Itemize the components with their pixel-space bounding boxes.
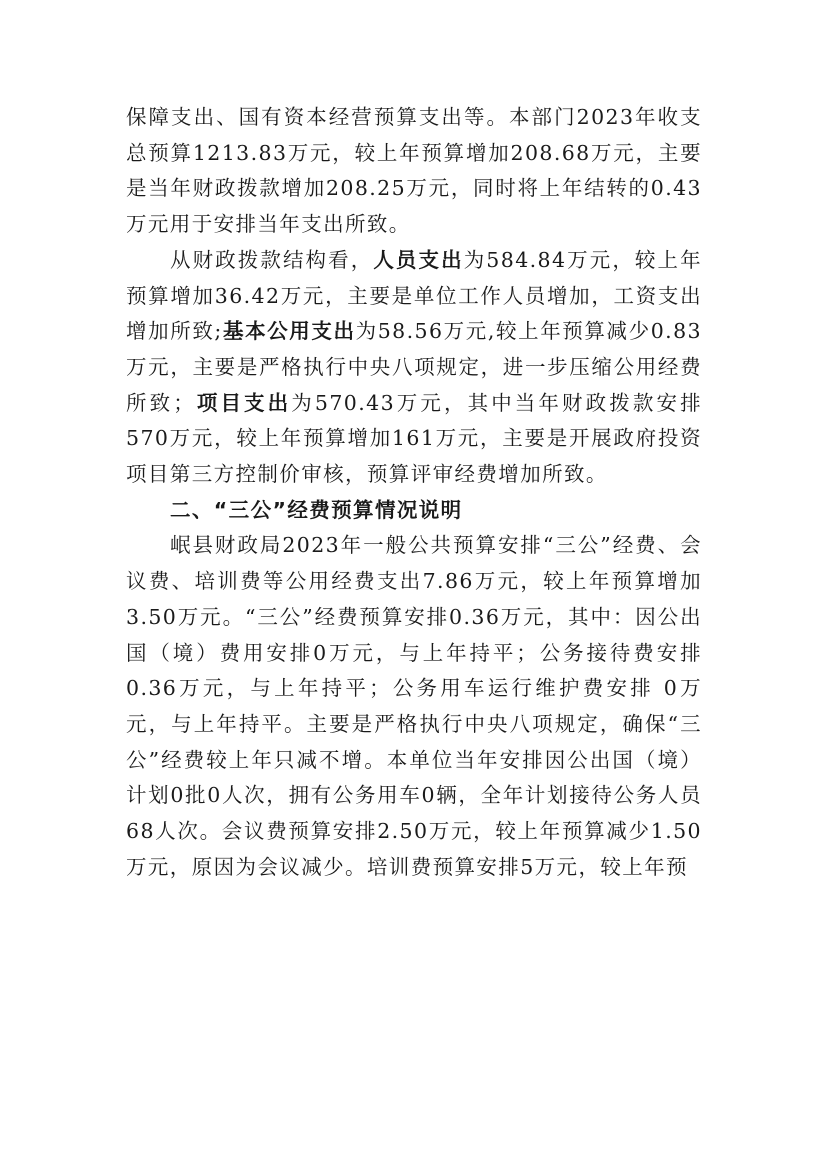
- paragraph-text: 为584.84万元，较上年预算增加36.42万元，主要是单位工作人员增加，工资支出增加所致;: [126, 247, 702, 344]
- paragraph-three-public-expenses: 岷县财政局2023年一般公共预算安排“三公”经费、会议费、培训费等公用经费支出7.86万元，较上年预算增加3.50万元。“三公”经费预算安排0.36万元，其中：因公出国（境）费用安排0万元，与上年持平；公务接待费安排0.36万元，与上年持平；公务用车运行维护费安排 0万元，与上年持平。主要是严格执行中央八项规定，确保“三公”经费较上年只减不增。本单位当年安排因公出国（境）计划0批0人次，拥有公务用车0辆，全年计划接待公务人员68人次。会议费预算安排2.50万元，较上年预算减少1.50万元，原因为会议减少。培训费预算安排5万元，较上年预: [126, 533, 702, 879]
- paragraph-text: 保障支出、国有资本经营预算支出等。本部门2023年收支总预算1213.83万元，较上年预算增加208.68万元，主要是当年财政拨款增加208.25万元，同时将上年结转的0.43万元用于安排当年支出所致。: [126, 105, 702, 237]
- paragraph-text: 为58.56万元,较上年预算减少0.83万元，主要是严格执行中央八项规定，进一步压缩公用经费所致；: [126, 319, 702, 415]
- paragraph-appropriation-structure: [126, 243, 702, 493]
- document-body: [126, 100, 702, 885]
- paragraph-text: 为570.43万元，其中当年财政拨款安排570万元，较上年预算增加161万元，主要是开展政府投资项目第三方控制价审核，预算评审经费增加所致。: [126, 390, 702, 487]
- section-heading: 二、“三公”经费预算情况说明: [170, 497, 463, 522]
- keyword-project-expenditure: 项目支出: [195, 390, 292, 415]
- keyword-basic-public-expenditure: 基本公用支出: [222, 319, 356, 344]
- keyword-personnel-expenditure: 人员支出: [373, 247, 464, 272]
- paragraph-budget-summary: [126, 100, 702, 243]
- paragraph-text: 从财政拨款结构看，: [170, 247, 374, 272]
